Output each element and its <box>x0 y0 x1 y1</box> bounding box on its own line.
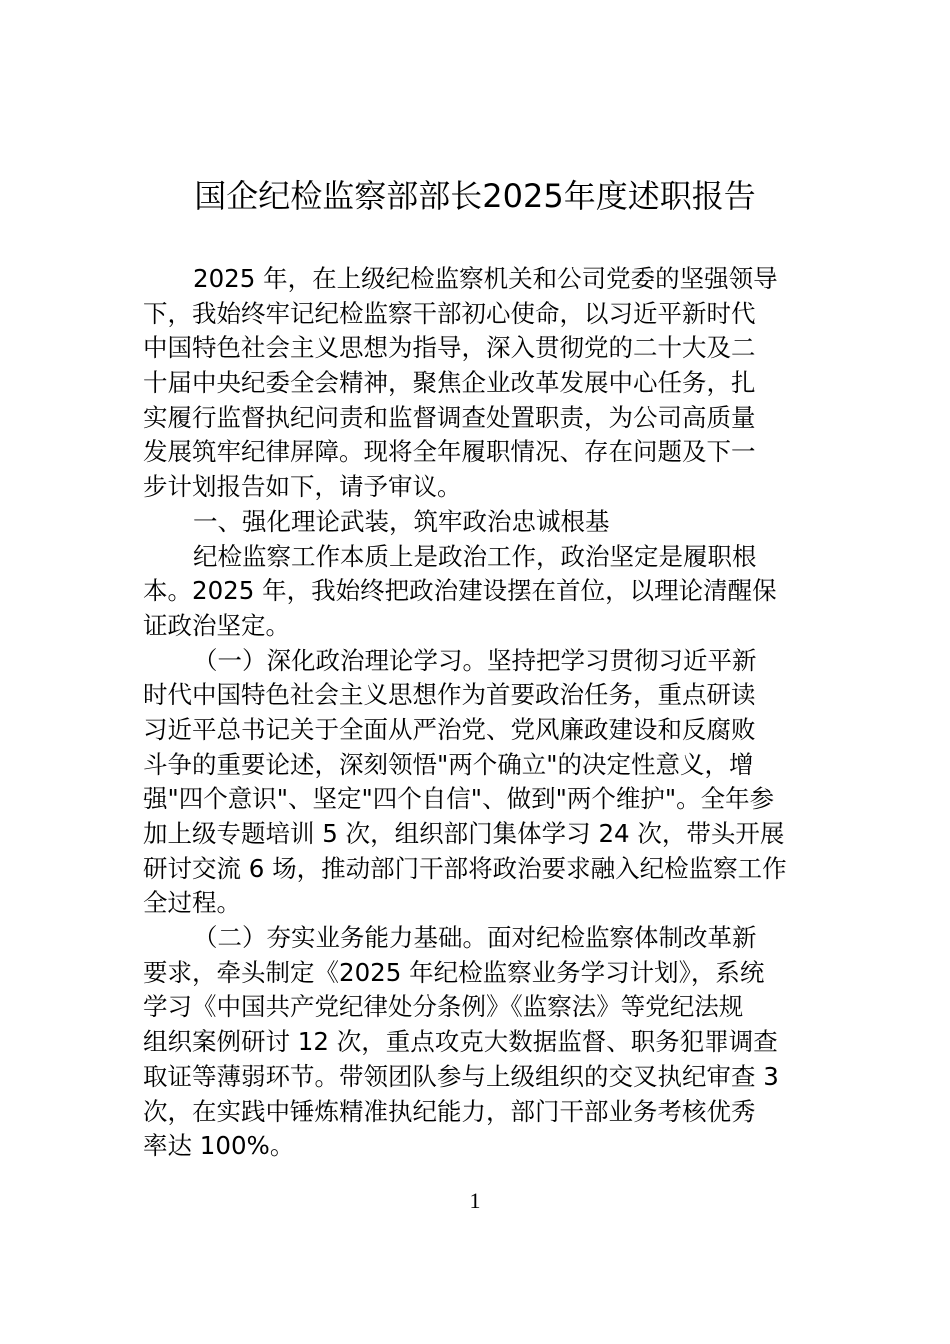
text-line: 下，我始终牢记纪检监察干部初心使命，以习近平新时代 <box>143 298 756 328</box>
text-line: 中国特色社会主义思想为指导，深入贯彻党的二十大及二 <box>143 333 756 363</box>
text-line: 2025 年，在上级纪检监察机关和公司党委的坚强领导 <box>193 264 778 293</box>
text-line: 斗争的重要论述，深刻领悟"两个确立"的决定性意义，增 <box>143 749 754 779</box>
document-title: 国企纪检监察部部长2025年度述职报告 <box>194 177 756 215</box>
text-line: 要求，牵头制定《2025 年纪检监察业务学习计划》，系统 <box>143 957 765 987</box>
text-line: 时代中国特色社会主义思想作为首要政治任务，重点研读 <box>143 680 756 710</box>
page-number: 1 <box>469 1188 481 1213</box>
text-line: 步计划报告如下，请予审议。 <box>143 472 462 502</box>
text-line: 加上级专题培训 5 次，组织部门集体学习 24 次，带头开展 <box>143 819 785 848</box>
text-line: 习近平总书记关于全面从严治党、党风廉政建设和反腐败 <box>143 714 756 744</box>
text-line: 纪检监察工作本质上是政治工作，政治坚定是履职根 <box>193 541 757 571</box>
text-line: 学习《中国共产党纪律处分条例》《监察法》等党纪法规 <box>143 992 744 1022</box>
text-line: 强"四个意识"、坚定"四个自信"、做到"两个维护"。全年参 <box>143 784 775 814</box>
text-line: 十届中央纪委全会精神，聚焦企业改革发展中心任务，扎 <box>143 368 756 398</box>
text-line: 取证等薄弱环节。带领团队参与上级组织的交叉执纪审查 3 <box>143 1061 779 1091</box>
text-line: （一）深化政治理论学习。坚持把学习贯彻习近平新 <box>193 645 757 675</box>
text-line: 研讨交流 6 场，推动部门干部将政治要求融入纪检监察工作 <box>143 853 787 883</box>
text-line: 发展筑牢纪律屏障。现将全年履职情况、存在问题及下一 <box>143 437 756 467</box>
text-line: 全过程。 <box>143 888 241 918</box>
text-line: 率达 100%。 <box>143 1131 295 1161</box>
text-line: 实履行监督执纪问责和监督调查处置职责，为公司高质量 <box>143 402 756 432</box>
text-line: 组织案例研讨 12 次，重点攻克大数据监督、职务犯罪调查 <box>143 1027 778 1057</box>
text-line: 次，在实践中锤炼精准执纪能力，部门干部业务考核优秀 <box>143 1096 756 1126</box>
text-line: 本。2025 年，我始终把政治建设摆在首位，以理论清醒保 <box>143 576 777 606</box>
text-line: （二）夯实业务能力基础。面对纪检监察体制改革新 <box>193 923 757 953</box>
text-line: 证政治坚定。 <box>143 610 290 640</box>
document-body <box>143 262 807 1164</box>
text-line: 一、强化理论武装，筑牢政治忠诚根基 <box>193 506 610 536</box>
